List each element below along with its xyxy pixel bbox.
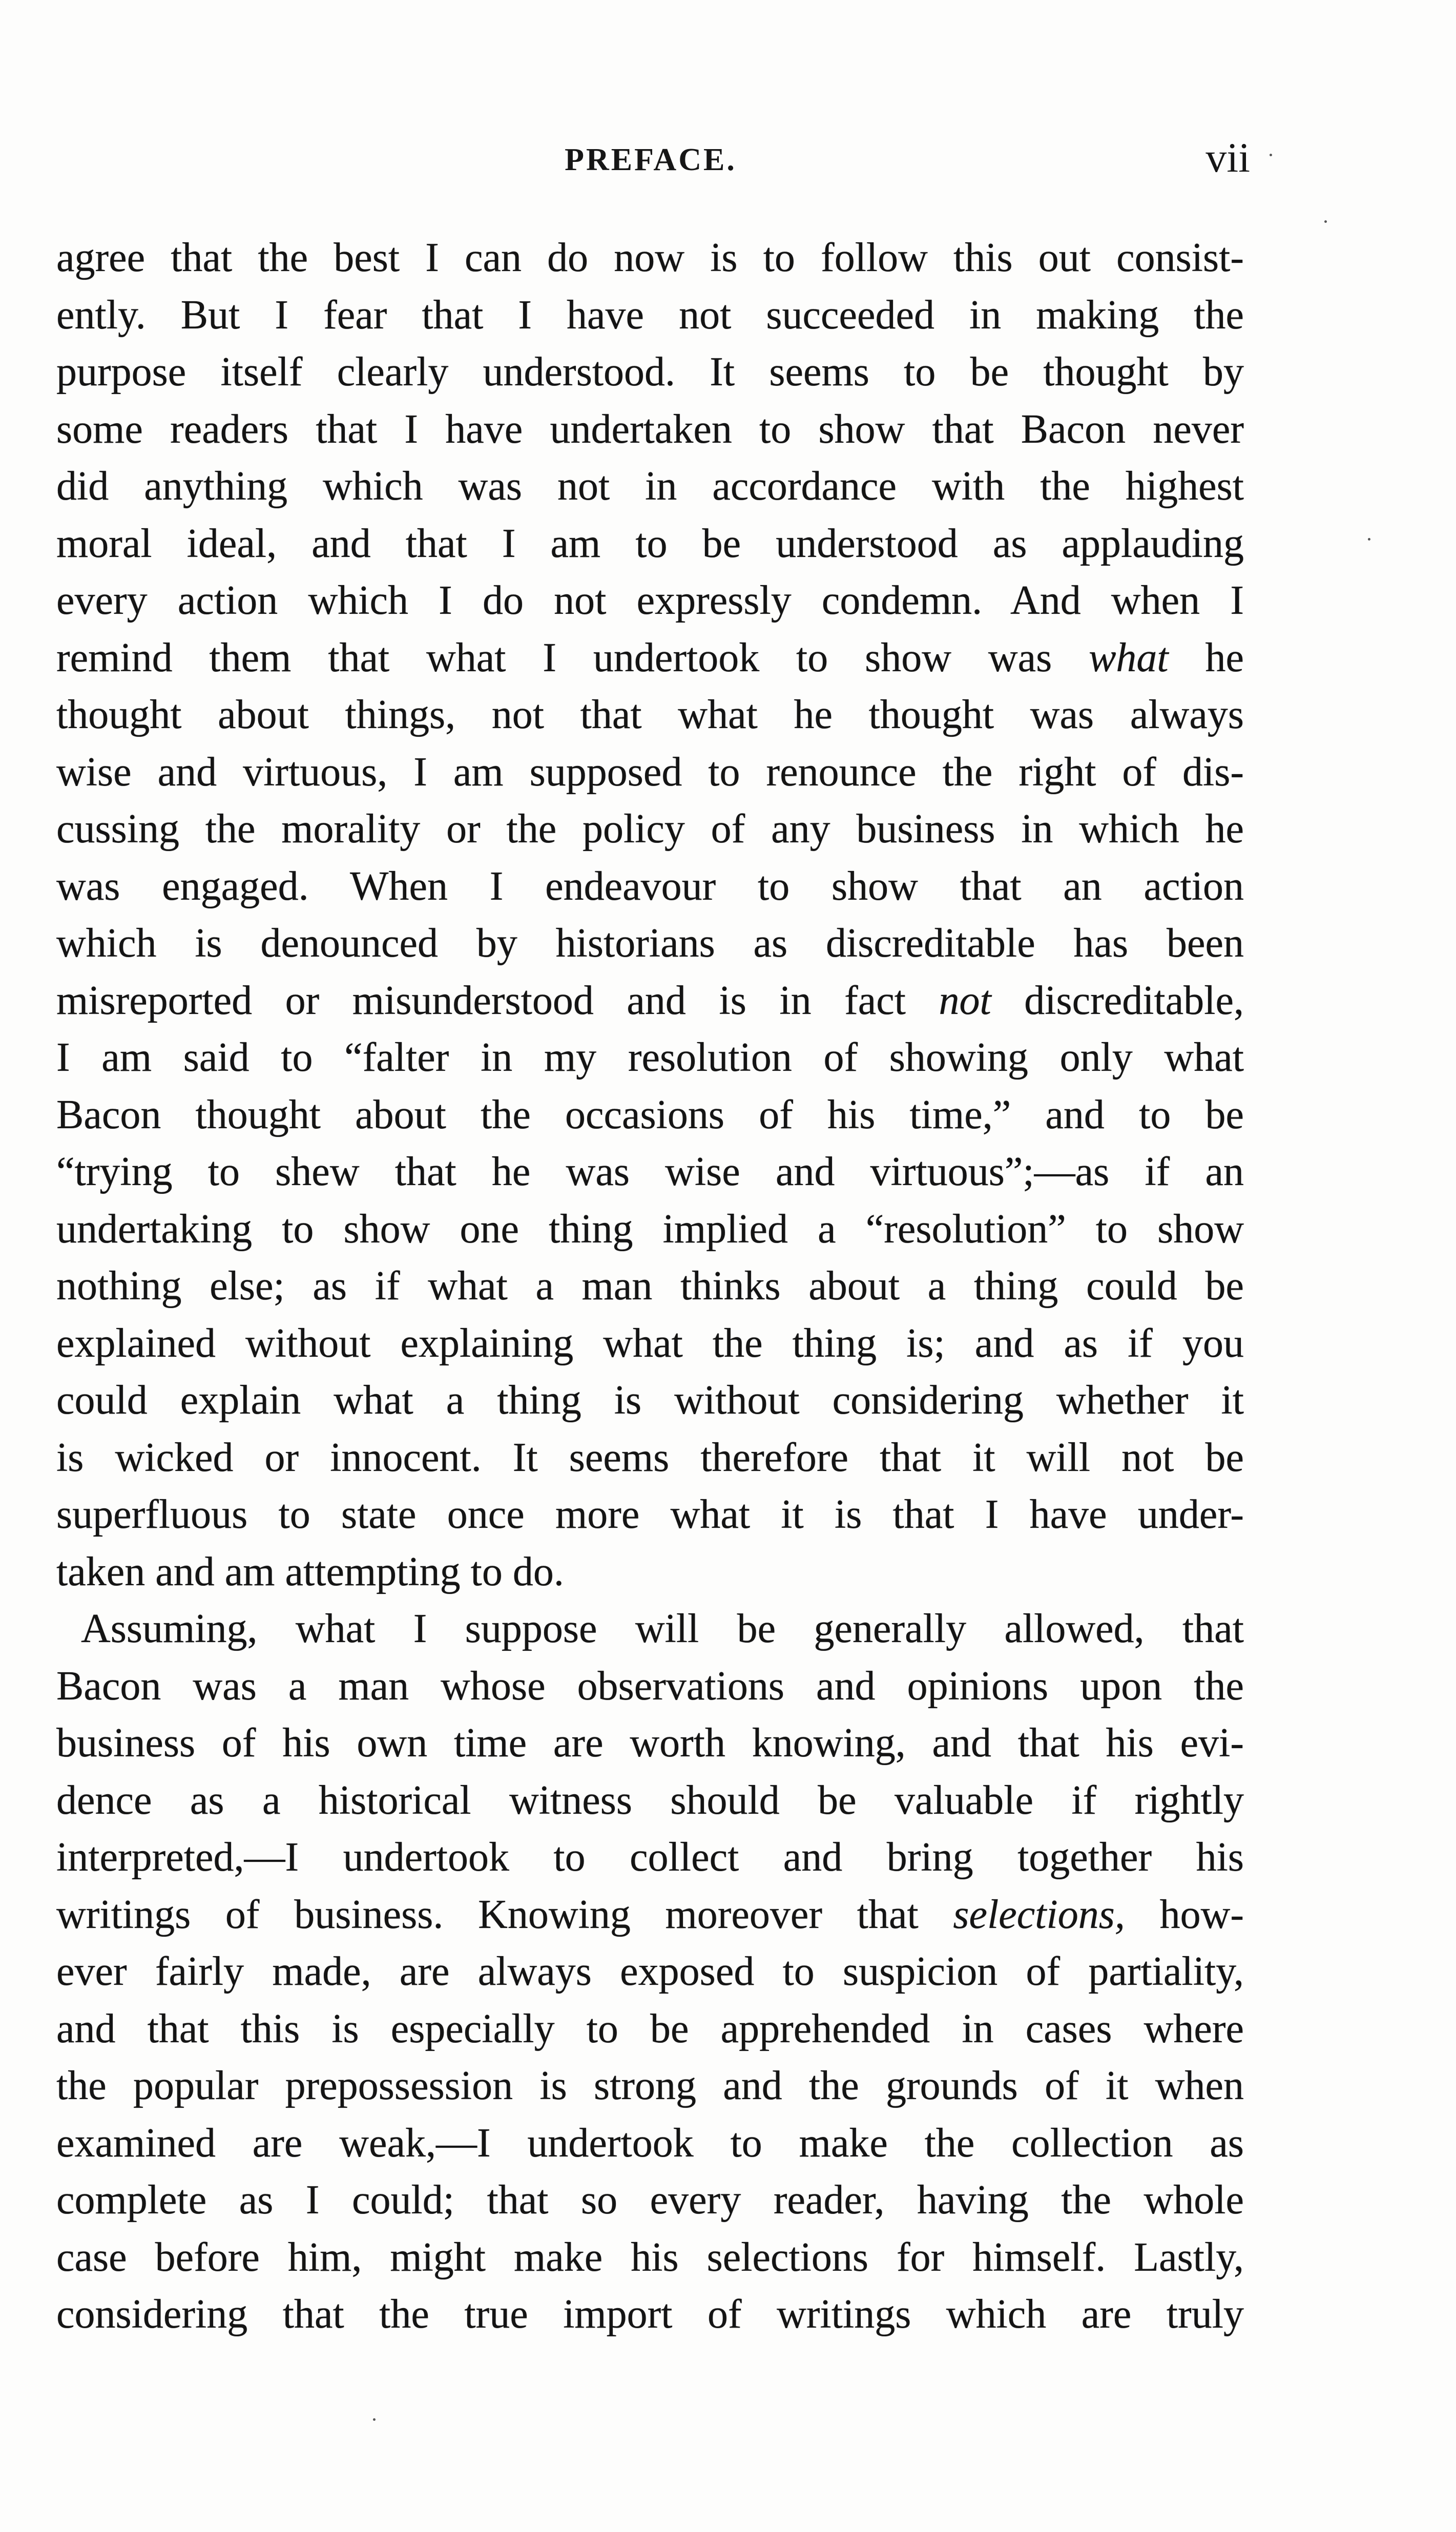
text-segment: discreditable, <box>991 978 1244 1023</box>
text-line <box>56 2229 1244 2287</box>
text-segment: agree that the best I can do now is to follow this out consist- <box>56 235 1244 280</box>
text-segment: purpose itself clearly understood. It seems to be thought by <box>56 349 1244 395</box>
text-line <box>56 458 1244 515</box>
text-line <box>56 858 1244 916</box>
text-line <box>56 630 1244 687</box>
text-segment: case before him, might make his selections for himself. Lastly, <box>56 2234 1244 2280</box>
text-segment: cussing the morality or the policy of any business in which he <box>56 806 1244 852</box>
text-line <box>56 230 1244 287</box>
text-line <box>56 2172 1244 2229</box>
text-line <box>56 1658 1244 1715</box>
text-segment: business of his own time are worth knowing, and that his evi- <box>56 1720 1244 1766</box>
page-number: vii <box>1205 134 1250 181</box>
scan-speck <box>1270 154 1272 156</box>
italic-text: not <box>939 978 991 1023</box>
text-line <box>56 1715 1244 1772</box>
text-segment: Bacon was a man whose observations and opinions upon the <box>56 1663 1244 1709</box>
text-segment: was engaged. When I endeavour to show that an action <box>56 863 1244 909</box>
scan-speck <box>1368 538 1370 541</box>
text-segment: nothing else; as if what a man thinks about a thing could be <box>56 1263 1244 1309</box>
scan-speck <box>1324 220 1327 223</box>
text-segment: interpreted,—I undertook to collect and bring together his <box>56 1835 1244 1880</box>
text-line <box>56 1544 1244 1601</box>
text-line <box>56 1486 1244 1544</box>
page-header <box>56 131 1250 187</box>
text-line <box>56 401 1244 459</box>
text-segment: dence as a historical witness should be valuable if rightly <box>56 1777 1244 1823</box>
text-segment: is wicked or innocent. It seems therefore that it will not be <box>56 1435 1244 1480</box>
text-segment: superfluous to state once more what it is that I have under- <box>56 1492 1244 1537</box>
paragraph <box>56 1601 1244 2343</box>
text-line <box>56 515 1244 573</box>
text-segment: explained without explaining what the thing is; and as if you <box>56 1320 1244 1366</box>
text-line <box>56 1429 1244 1487</box>
text-line <box>56 1772 1244 1830</box>
text-segment: ever fairly made, are always exposed to suspicion of partiality, <box>56 1949 1244 1994</box>
text-line <box>56 744 1244 801</box>
text-segment: some readers that I have undertaken to show that Bacon never <box>56 406 1244 452</box>
text-segment: and that this is especially to be apprehended in cases where <box>56 2006 1244 2051</box>
text-segment: considering that the true import of writings which are truly <box>56 2292 1244 2337</box>
text-segment: thought about things, not that what he thought was always <box>56 692 1244 737</box>
text-line <box>56 1829 1244 1886</box>
text-segment: he <box>1168 635 1244 680</box>
text-line <box>56 1943 1244 2001</box>
running-title: PREFACE. <box>565 142 737 177</box>
text-line <box>56 972 1244 1030</box>
text-line <box>56 915 1244 972</box>
text-segment: moral ideal, and that I am to be understood as applauding <box>56 521 1244 566</box>
scan-speck <box>373 2418 376 2421</box>
text-segment: “trying to shew that he was wise and virtuous”;—as if an <box>56 1149 1244 1194</box>
text-segment: remind them that what I undertook to show was <box>56 635 1089 680</box>
text-line <box>56 1886 1244 1944</box>
text-line <box>56 2286 1244 2343</box>
text-segment: undertaking to show one thing implied a “resolution” to show <box>56 1206 1244 1252</box>
text-segment: could explain what a thing is without considering whether it <box>56 1378 1244 1423</box>
text-line <box>56 287 1244 344</box>
text-line <box>56 572 1244 630</box>
text-line <box>56 2058 1244 2115</box>
text-segment: did anything which was not in accordance with the highest <box>56 464 1244 509</box>
text-line <box>56 1144 1244 1201</box>
text-line <box>56 1601 1244 1658</box>
italic-text: what <box>1089 635 1169 680</box>
text-segment: complete as I could; that so every reader, having the whole <box>56 2177 1244 2223</box>
text-segment: I am said to “falter in my resolution of showing only what <box>56 1035 1244 1080</box>
text-segment: which is denounced by historians as discreditable has been <box>56 921 1244 966</box>
text-segment: the popular prepossession is strong and the grounds of it when <box>56 2063 1244 2108</box>
text-line <box>56 1372 1244 1429</box>
text-segment: writings of business. Knowing moreover that <box>56 1892 953 1937</box>
text-segment: every action which I do not expressly condemn. And when I <box>56 578 1244 623</box>
text-segment: wise and virtuous, I am supposed to renounce the right of dis- <box>56 749 1244 795</box>
text-segment: examined are weak,—I undertook to make the collection as <box>56 2120 1244 2166</box>
text-line <box>56 801 1244 858</box>
text-line <box>56 1087 1244 1144</box>
text-segment: ently. But I fear that I have not succeeded in making the <box>56 292 1244 338</box>
text-segment: Assuming, what I suppose will be generally allowed, that <box>81 1606 1244 1651</box>
text-line <box>56 2115 1244 2172</box>
text-line <box>56 1201 1244 1258</box>
text-segment: Bacon thought about the occasions of his time,” and to be <box>56 1092 1244 1137</box>
text-line <box>56 687 1244 744</box>
body-text <box>56 230 1244 2343</box>
paragraph <box>56 230 1244 1601</box>
text-line <box>56 1315 1244 1373</box>
text-line <box>56 2001 1244 2058</box>
text-line <box>56 344 1244 401</box>
text-segment: taken and am attempting to do. <box>56 1549 564 1594</box>
text-line <box>56 1258 1244 1315</box>
text-segment: misreported or misunderstood and is in fact <box>56 978 939 1023</box>
text-line <box>56 1029 1244 1087</box>
italic-text: selections, <box>953 1892 1125 1937</box>
text-segment: how- <box>1125 1892 1244 1937</box>
